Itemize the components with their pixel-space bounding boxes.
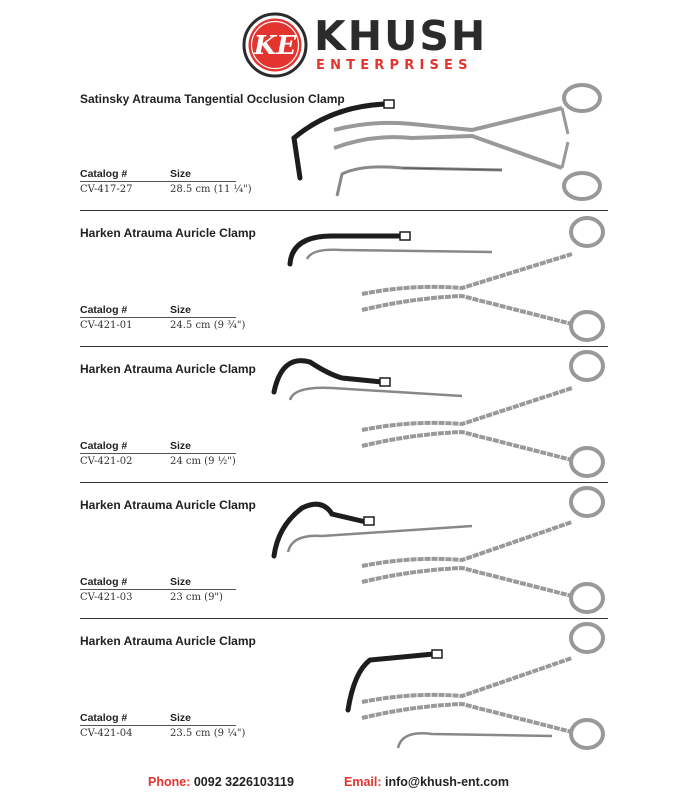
product-title: Satinsky Atrauma Tangential Occlusion Clamp	[80, 92, 345, 106]
section-divider	[80, 210, 608, 211]
section-divider	[80, 618, 608, 619]
catalog-number: CV-421-03	[80, 592, 133, 603]
catalog-label: Catalog #	[80, 576, 128, 588]
email-label: Email:	[344, 775, 382, 789]
clamp-illustration	[262, 78, 612, 208]
section-divider	[80, 346, 608, 347]
product-size: 23 cm (9")	[170, 592, 223, 603]
email-address[interactable]: info@khush-ent.com	[385, 775, 509, 789]
clamp-illustration	[262, 486, 612, 616]
size-label: Size	[170, 712, 192, 724]
product-title: Harken Atrauma Auricle Clamp	[80, 634, 256, 648]
clamp-illustration	[262, 622, 612, 757]
product-title: Harken Atrauma Auricle Clamp	[80, 498, 256, 512]
column-underline	[80, 181, 236, 182]
size-label: Size	[170, 304, 192, 316]
product-size: 23.5 cm (9 ¼")	[170, 728, 246, 739]
email-contact	[344, 775, 509, 789]
size-label: Size	[170, 168, 192, 180]
column-underline	[80, 317, 236, 318]
phone-number[interactable]: 0092 3226103119	[193, 775, 294, 789]
product-size: 28.5 cm (11 ¼")	[170, 184, 252, 195]
catalog-number: CV-417-27	[80, 184, 133, 195]
column-underline	[80, 589, 236, 590]
product-size: 24 cm (9 ½")	[170, 456, 236, 467]
product-title: Harken Atrauma Auricle Clamp	[80, 226, 256, 240]
phone-label: Phone:	[148, 775, 191, 789]
catalog-number: CV-421-04	[80, 728, 133, 739]
size-label: Size	[170, 576, 192, 588]
column-underline	[80, 453, 236, 454]
clamp-illustration	[262, 350, 612, 480]
section-divider	[80, 482, 608, 483]
catalog-label: Catalog #	[80, 168, 128, 180]
catalog-label: Catalog #	[80, 440, 128, 452]
phone-contact	[148, 775, 294, 789]
brand-logo-icon	[242, 12, 308, 78]
product-title: Harken Atrauma Auricle Clamp	[80, 362, 256, 376]
catalog-label: Catalog #	[80, 304, 128, 316]
size-label: Size	[170, 440, 192, 452]
brand-name: KHUSH	[314, 12, 488, 60]
catalog-label: Catalog #	[80, 712, 128, 724]
product-size: 24.5 cm (9 ¾")	[170, 320, 246, 331]
header	[0, 0, 689, 90]
clamp-illustration	[262, 214, 612, 344]
brand-subtitle: ENTERPRISES	[316, 58, 473, 73]
logo-letters: KE	[253, 31, 297, 61]
catalog-number: CV-421-02	[80, 456, 133, 467]
brand-text	[314, 14, 487, 74]
catalog-number: CV-421-01	[80, 320, 133, 331]
column-underline	[80, 725, 236, 726]
